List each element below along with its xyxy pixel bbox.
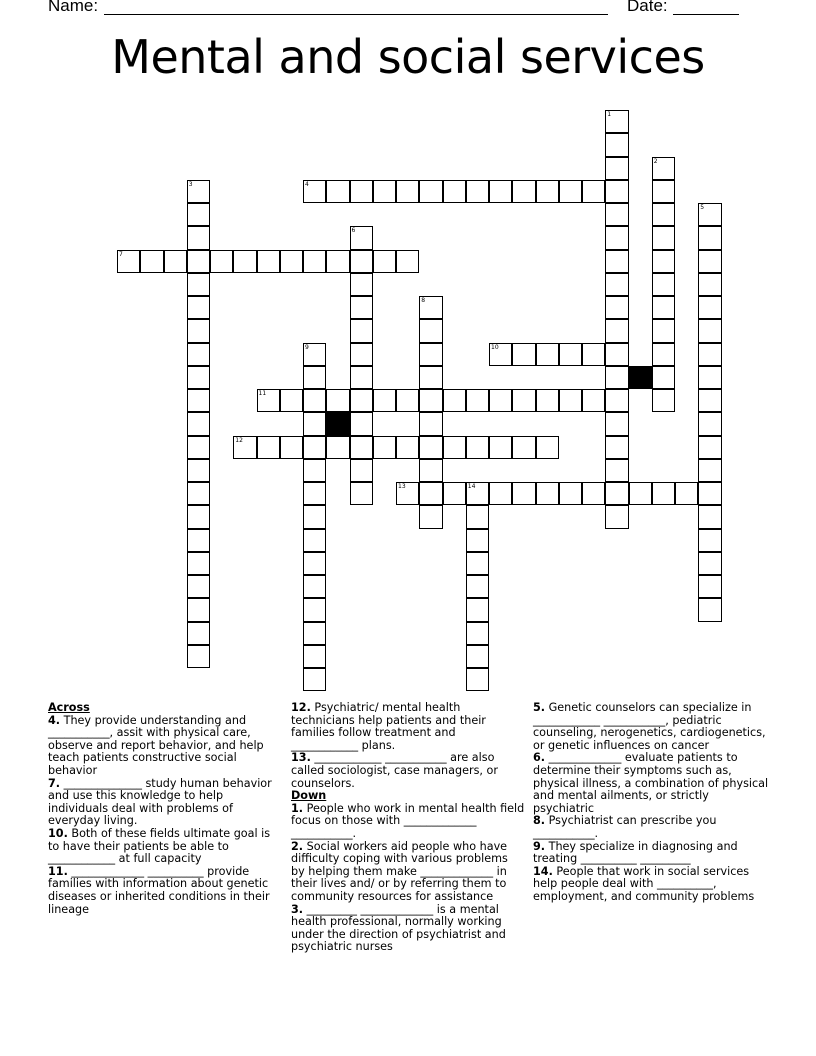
grid-cell[interactable] — [605, 343, 628, 366]
clue-number: 4. — [48, 713, 61, 727]
grid-cell[interactable] — [466, 436, 489, 459]
cell-number: 4 — [305, 180, 309, 188]
grid-cell[interactable] — [373, 180, 396, 203]
clue-across-4 — [48, 715, 282, 778]
grid-cell[interactable] — [373, 389, 396, 412]
grid-cell[interactable] — [698, 296, 721, 319]
grid-cell[interactable] — [675, 482, 698, 505]
grid-cell[interactable] — [629, 482, 652, 505]
grid-cell[interactable] — [582, 343, 605, 366]
grid-cell[interactable] — [605, 436, 628, 459]
cell-number: 6 — [351, 227, 356, 235]
clues-column-3 — [533, 702, 769, 904]
grid-cell[interactable] — [559, 180, 582, 203]
grid-cell[interactable] — [350, 343, 373, 366]
grid-cell[interactable] — [652, 366, 675, 389]
grid-cell[interactable] — [187, 436, 210, 459]
cell-number: 10 — [491, 343, 499, 351]
clue-across-7 — [48, 778, 282, 828]
clue-number: 11. — [48, 864, 68, 878]
grid-cell[interactable] — [466, 389, 489, 412]
grid-cell[interactable] — [419, 343, 442, 366]
clue-down-5 — [533, 702, 769, 752]
clue-number: 1. — [291, 801, 304, 815]
grid-cell[interactable] — [419, 482, 442, 505]
clue-number: 10. — [48, 826, 68, 840]
grid-cell[interactable] — [605, 459, 628, 482]
grid-cell[interactable] — [303, 250, 326, 273]
grid-cell[interactable] — [303, 505, 326, 528]
grid-cell[interactable] — [280, 250, 303, 273]
clue-down-2 — [291, 841, 525, 904]
grid-cell[interactable] — [233, 436, 256, 459]
cell-number: 14 — [467, 483, 476, 490]
clues-column-1 — [48, 702, 282, 916]
grid-cell[interactable] — [350, 273, 373, 296]
grid-cell[interactable] — [605, 389, 628, 412]
grid-cell[interactable] — [605, 366, 628, 389]
cell-number: 12 — [235, 436, 243, 444]
grid-cell[interactable] — [419, 505, 442, 528]
grid-cell[interactable] — [187, 645, 210, 668]
clue-across-12 — [291, 702, 525, 752]
grid-cell[interactable] — [605, 505, 628, 528]
grid-cell[interactable] — [326, 180, 349, 203]
clue-text: _____________ evaluate patients to determine their symptoms such as, physical illness, a combination of physical and mental ailments, or strictly psychiatric — [533, 751, 769, 815]
grid-cell[interactable] — [652, 319, 675, 342]
grid-cell[interactable] — [350, 436, 373, 459]
grid-cell[interactable] — [326, 436, 349, 459]
grid-cell[interactable] — [210, 250, 233, 273]
grid-cell[interactable] — [280, 436, 303, 459]
grid-cell[interactable] — [350, 180, 373, 203]
grid-cell[interactable] — [350, 319, 373, 342]
grid-cell[interactable] — [140, 250, 163, 273]
grid-cell[interactable] — [512, 482, 535, 505]
grid-cell[interactable] — [280, 389, 303, 412]
grid-cell[interactable] — [536, 343, 559, 366]
grid-cell[interactable] — [698, 552, 721, 575]
grid-cell[interactable] — [396, 180, 419, 203]
clue-down-1 — [291, 803, 525, 841]
grid-cell[interactable] — [512, 389, 535, 412]
clue-text: Social workers aid people who have difficulty coping with various problems by helping them make _____________ in their lives and/ or by referring them to community resources for assistance — [291, 839, 508, 903]
grid-cell[interactable] — [466, 482, 489, 505]
grid-cell[interactable] — [303, 552, 326, 575]
grid-cell[interactable] — [652, 273, 675, 296]
grid-cell[interactable] — [396, 482, 419, 505]
grid-cell[interactable] — [187, 250, 210, 273]
clue-text: Both of these fields ultimate goal is to have their patients be able to ____________ at full capacity — [48, 826, 271, 866]
grid-cell[interactable] — [419, 436, 442, 459]
grid-cell[interactable] — [396, 389, 419, 412]
grid-cell[interactable] — [466, 575, 489, 598]
grid-cell[interactable] — [466, 598, 489, 621]
clue-number: 3. — [291, 902, 304, 916]
grid-cell[interactable] — [652, 343, 675, 366]
black-cell — [326, 412, 349, 435]
grid-cell[interactable] — [303, 668, 326, 691]
grid-cell[interactable] — [187, 273, 210, 296]
grid-cell[interactable] — [396, 250, 419, 273]
grid-cell[interactable] — [443, 389, 466, 412]
grid-cell[interactable] — [489, 436, 512, 459]
grid-cell[interactable] — [652, 203, 675, 226]
grid-cell[interactable] — [489, 343, 512, 366]
grid-cell[interactable] — [419, 180, 442, 203]
grid-cell[interactable] — [536, 482, 559, 505]
grid-cell[interactable] — [350, 226, 373, 249]
page-title: Mental and social services — [111, 30, 705, 84]
grid-cell[interactable] — [303, 598, 326, 621]
clue-text: Psychiatric/ mental health technicians help patients and their families follow treatment and ____________ plans. — [291, 701, 486, 752]
grid-cell[interactable] — [419, 389, 442, 412]
grid-cell[interactable] — [698, 226, 721, 249]
grid-cell[interactable] — [303, 436, 326, 459]
grid-cell[interactable] — [698, 505, 721, 528]
clue-text: They provide understanding and ___________, assit with physical care, observe and report behavior, and help teach patients constructive social behavior — [48, 713, 264, 777]
grid-cell[interactable] — [187, 505, 210, 528]
cell-number: 9 — [305, 343, 309, 351]
name-label: Name: — [48, 0, 99, 15]
across-heading: Across — [48, 701, 90, 714]
cell-number: 5 — [700, 204, 705, 211]
grid-cell[interactable] — [559, 343, 582, 366]
grid-cell[interactable] — [605, 250, 628, 273]
grid-cell[interactable] — [605, 203, 628, 226]
clue-text: Genetic counselors can specialize in ____________ ___________, pediatric counseling, nerogenetics, cardiogenetics, or genetic influences on cancer — [533, 701, 766, 752]
grid-cell[interactable] — [466, 529, 489, 552]
grid-cell[interactable] — [326, 389, 349, 412]
grid-cell[interactable] — [652, 226, 675, 249]
grid-cell[interactable] — [303, 366, 326, 389]
grid-cell[interactable] — [187, 575, 210, 598]
grid-cell[interactable] — [373, 250, 396, 273]
clue-number: 13. — [291, 751, 311, 765]
grid-cell[interactable] — [303, 180, 326, 203]
grid-cell[interactable] — [466, 668, 489, 691]
grid-cell[interactable] — [326, 250, 349, 273]
grid-cell[interactable] — [466, 552, 489, 575]
grid-cell[interactable] — [443, 436, 466, 459]
grid-cell[interactable] — [303, 645, 326, 668]
grid-cell[interactable] — [443, 180, 466, 203]
grid-cell[interactable] — [350, 482, 373, 505]
grid-cell[interactable] — [489, 482, 512, 505]
grid-cell[interactable] — [698, 389, 721, 412]
grid-cell[interactable] — [373, 436, 396, 459]
cell-number: 7 — [119, 250, 123, 258]
clue-text: People who work in mental health field focus on those with _____________ ___________. — [291, 801, 525, 840]
grid-cell[interactable] — [489, 180, 512, 203]
grid-cell[interactable] — [605, 180, 628, 203]
grid-cell[interactable] — [512, 180, 535, 203]
grid-cell[interactable] — [605, 226, 628, 249]
grid-cell[interactable] — [187, 343, 210, 366]
grid-cell[interactable] — [350, 366, 373, 389]
cell-number: 1 — [607, 111, 612, 118]
grid-cell[interactable] — [303, 459, 326, 482]
grid-cell[interactable] — [698, 412, 721, 435]
grid-cell[interactable] — [605, 319, 628, 342]
grid-cell[interactable] — [303, 343, 326, 366]
grid-cell[interactable] — [582, 482, 605, 505]
grid-cell[interactable] — [466, 180, 489, 203]
clue-down-14 — [533, 866, 769, 904]
grid-cell[interactable] — [652, 157, 675, 180]
grid-cell[interactable] — [652, 250, 675, 273]
grid-cell[interactable] — [605, 412, 628, 435]
clue-number: 9. — [533, 839, 546, 853]
clue-number: 5. — [533, 701, 546, 714]
cell-number: 3 — [188, 180, 193, 188]
clue-number: 7. — [48, 776, 61, 790]
cell-number: 13 — [398, 483, 406, 490]
grid-cell[interactable] — [187, 529, 210, 552]
grid-cell[interactable] — [512, 436, 535, 459]
clue-number: 2. — [291, 839, 304, 853]
grid-cell[interactable] — [698, 273, 721, 296]
grid-cell[interactable] — [187, 552, 210, 575]
grid-cell[interactable] — [303, 389, 326, 412]
grid-cell[interactable] — [698, 598, 721, 621]
grid-cell[interactable] — [187, 319, 210, 342]
grid-cell[interactable] — [257, 389, 280, 412]
grid-cell[interactable] — [257, 250, 280, 273]
grid-cell[interactable] — [419, 412, 442, 435]
clues-column-2 — [291, 702, 525, 954]
grid-cell[interactable] — [698, 203, 721, 226]
grid-cell[interactable] — [187, 366, 210, 389]
grid-cell[interactable] — [303, 529, 326, 552]
grid-cell[interactable] — [652, 389, 675, 412]
grid-cell[interactable] — [117, 250, 140, 273]
grid-cell[interactable] — [582, 180, 605, 203]
grid-cell[interactable] — [605, 110, 628, 133]
grid-cell[interactable] — [233, 250, 256, 273]
grid-cell[interactable] — [187, 296, 210, 319]
grid-cell[interactable] — [443, 482, 466, 505]
grid-cell[interactable] — [350, 296, 373, 319]
grid-cell[interactable] — [652, 482, 675, 505]
grid-cell[interactable] — [605, 273, 628, 296]
grid-cell[interactable] — [350, 459, 373, 482]
grid-cell[interactable] — [257, 436, 280, 459]
grid-cell[interactable] — [187, 622, 210, 645]
clue-number: 14. — [533, 864, 553, 878]
clue-across-10 — [48, 828, 282, 866]
grid-cell[interactable] — [350, 389, 373, 412]
clue-down-8 — [533, 815, 769, 840]
black-cell — [629, 366, 652, 389]
grid-cell[interactable] — [582, 389, 605, 412]
clue-text: People that work in social services help people deal with __________, employment, and community problems — [533, 864, 755, 903]
clue-down-6 — [533, 752, 769, 815]
grid-cell[interactable] — [605, 296, 628, 319]
grid-cell[interactable] — [187, 482, 210, 505]
grid-cell[interactable] — [698, 459, 721, 482]
grid-cell[interactable] — [419, 296, 442, 319]
grid-cell[interactable] — [187, 203, 210, 226]
grid-cell[interactable] — [466, 622, 489, 645]
cell-number: 8 — [421, 297, 426, 304]
clue-text: _____________ __________ provide families with information about genetic diseases or inherited conditions in their lineage — [48, 864, 270, 916]
grid-cell[interactable] — [698, 436, 721, 459]
cell-number: 2 — [653, 157, 658, 165]
grid-cell[interactable] — [559, 389, 582, 412]
grid-cell[interactable] — [350, 250, 373, 273]
grid-cell[interactable] — [698, 343, 721, 366]
grid-cell[interactable] — [303, 575, 326, 598]
grid-cell[interactable] — [187, 226, 210, 249]
grid-cell[interactable] — [303, 412, 326, 435]
grid-cell[interactable] — [512, 343, 535, 366]
grid-cell[interactable] — [698, 575, 721, 598]
clue-text: Psychiatrist can prescribe you ___________. — [533, 814, 717, 840]
clue-down-3 — [291, 904, 525, 954]
grid-cell[interactable] — [698, 319, 721, 342]
grid-cell[interactable] — [303, 482, 326, 505]
grid-cell[interactable] — [187, 412, 210, 435]
clue-across-11 — [48, 866, 282, 916]
grid-cell[interactable] — [419, 319, 442, 342]
grid-cell[interactable] — [605, 133, 628, 156]
grid-cell[interactable] — [536, 436, 559, 459]
down-heading: Down — [291, 789, 327, 803]
grid-cell[interactable] — [698, 250, 721, 273]
clue-text: ______________ study human behavior and use this knowledge to help individuals deal with problems of everyday living. — [48, 776, 272, 828]
grid-cell[interactable] — [536, 389, 559, 412]
grid-cell[interactable] — [187, 459, 210, 482]
grid-cell[interactable] — [652, 296, 675, 319]
grid-cell[interactable] — [303, 622, 326, 645]
grid-cell[interactable] — [466, 505, 489, 528]
grid-cell[interactable] — [187, 598, 210, 621]
grid-cell[interactable] — [698, 482, 721, 505]
grid-cell[interactable] — [466, 645, 489, 668]
grid-cell[interactable] — [698, 366, 721, 389]
grid-cell[interactable] — [187, 389, 210, 412]
grid-cell[interactable] — [698, 529, 721, 552]
grid-cell[interactable] — [187, 180, 210, 203]
clue-text: ____________ ___________ are also called sociologist, case managers, or counselors. — [291, 751, 498, 790]
clue-number: 6. — [533, 751, 546, 765]
grid-cell[interactable] — [419, 459, 442, 482]
clue-text: They specialize in diagnosing and treating __________ _________ — [533, 839, 738, 866]
clue-text: _________ _____________ is a mental health professional, normally working under the direction of psychiatrist and psychiatric nurses — [291, 902, 506, 954]
clue-down-9 — [533, 841, 769, 866]
grid-cell[interactable] — [164, 250, 187, 273]
grid-cell[interactable] — [605, 482, 628, 505]
cell-number: 11 — [258, 390, 267, 397]
clue-number: 8. — [533, 814, 546, 828]
date-label: Date: — [627, 0, 668, 15]
grid-cell[interactable] — [605, 157, 628, 180]
grid-cell[interactable] — [652, 180, 675, 203]
grid-cell[interactable] — [350, 412, 373, 435]
clue-number: 12. — [291, 701, 311, 714]
grid-cell[interactable] — [536, 180, 559, 203]
grid-cell[interactable] — [489, 389, 512, 412]
grid-cell[interactable] — [559, 482, 582, 505]
clue-across-13 — [291, 752, 525, 790]
grid-cell[interactable] — [419, 366, 442, 389]
grid-cell[interactable] — [396, 436, 419, 459]
